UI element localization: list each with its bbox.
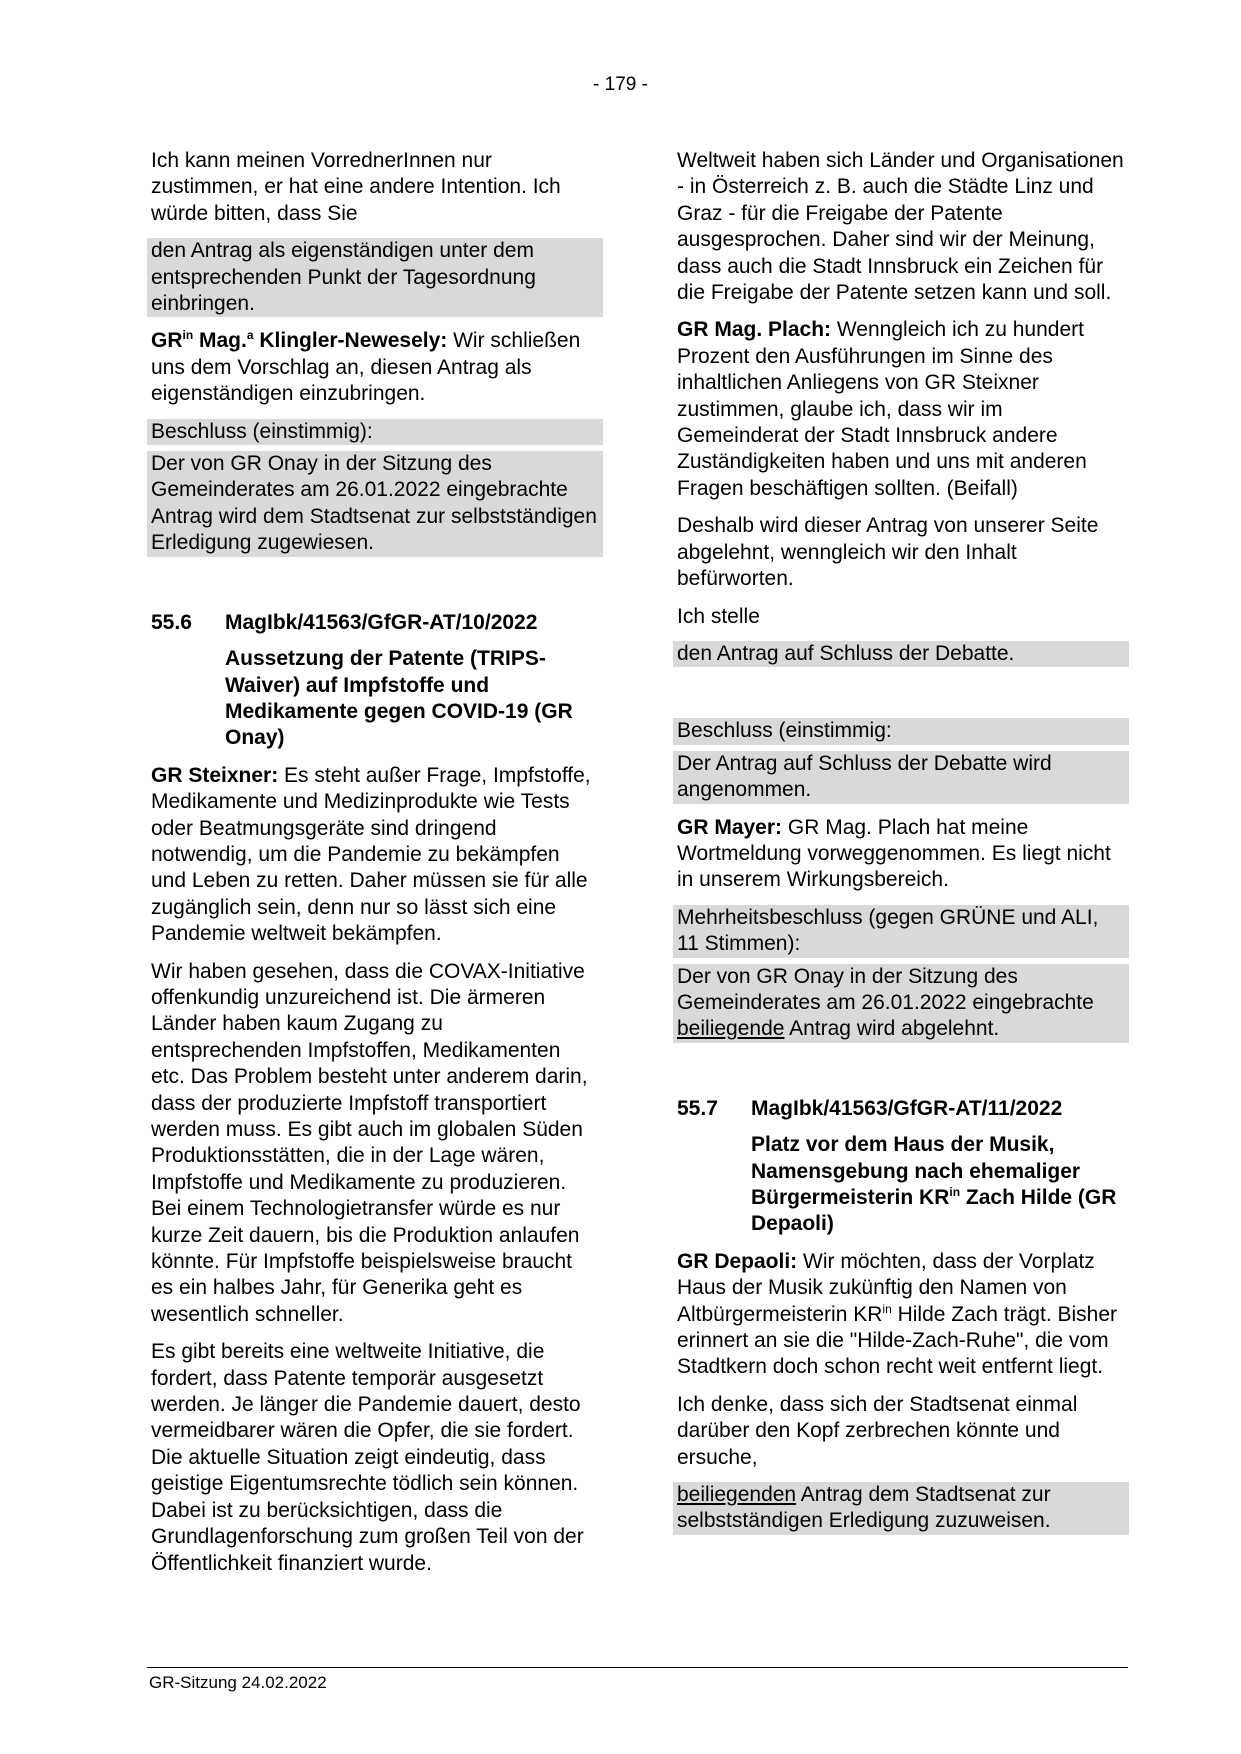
speaker-name: GR Mag. Plach: [677, 318, 832, 342]
speaker-name: GR Depaoli: [677, 1249, 798, 1273]
footer-text: GR-Sitzung 24.02.2022 [149, 1673, 327, 1692]
decision-text: Der von GR Onay in der Sitzung des Gemeinderates am 26.01.2022 eingebrachte beiliegende Antrag wird abgelehnt. [673, 964, 1129, 1043]
section-reference: MagIbk/41563/GfGR-AT/11/2022 [751, 1096, 1063, 1120]
paragraph: Ich denke, dass sich der Stadtsenat einmal darüber den Kopf zerbrechen könnte und ersuche, [677, 1392, 1078, 1469]
section-heading [673, 1096, 1129, 1122]
decision-label: Beschluss (einstimmig: [673, 718, 1129, 744]
paragraph: Deshalb wird dieser Antrag von unserer Seite abgelehnt, wenngleich wir den Inhalt befürworten. [677, 514, 1099, 591]
paragraph: Ich kann meinen VorrednerInnen nur zustimmen, er hat eine andere Intention. Ich würde bitten, dass Sie [151, 149, 561, 225]
speaker-name: $GR^{in}$ Mag.$^a$ Klingler-Newesely: [151, 328, 448, 353]
section-number: 55.7 [677, 1096, 718, 1120]
motion-text: den Antrag auf Schluss der Debatte. [673, 641, 1129, 667]
section-reference: MagIbk/41563/GfGR-AT/10/2022 [225, 610, 538, 634]
decision-text: Der von GR Onay in der Sitzung des Gemeinderates am 26.01.2022 eingebrachte Antrag wird dem Stadtsenat zur selbstständigen Erledigung zugewiesen. [147, 451, 603, 557]
speaker-name: GR Mayer: [677, 815, 783, 839]
section-number: 55.6 [151, 610, 192, 634]
section-title: Aussetzung der Patente (TRIPS-Waiver) auf Impfstoffe und Medikamente gegen COVID-19 (GR Onay) [225, 647, 573, 750]
decision-text: Der Antrag auf Schluss der Debatte wird angenommen. [673, 751, 1129, 804]
decision-label: Mehrheitsbeschluss (gegen GRÜNE und ALI, 11 Stimmen): [673, 905, 1129, 958]
speaker-paragraph: GR Mayer: GR Mag. Plach hat meine Wortmeldung vorweggenommen. Es liegt nicht in unserem Wirkungsbereich. [677, 815, 1111, 892]
speaker-paragraph: GR Mag. Plach: Wenngleich ich zu hundert Prozent den Ausführungen im Sinne des inhaltlichen Anliegens von GR Steixner zustimmen, glaube ich, dass wir im Gemeinderat der Stadt Innsbruck andere Zuständigkeiten haben und uns mit anderen Fragen beschäftigen sollten. (Beifall) [677, 318, 1087, 500]
motion-text: den Antrag als eigenständigen unter dem entsprechenden Punkt der Tagesordnung einbringen. [147, 238, 603, 317]
section-title: Platz vor dem Haus der Musik, Namensgebung nach ehemaliger Bürgermeisterin $KR^{in}$ Zach Hilde (GR Depaoli) [751, 1133, 1117, 1236]
decision-label: Beschluss (einstimmig): [147, 419, 603, 445]
footer-divider [147, 1667, 1128, 1668]
speaker-name: GR Steixner: [151, 763, 279, 787]
motion-text: beiliegenden Antrag dem Stadtsenat zur selbstständigen Erledigung zuzuweisen. [673, 1482, 1129, 1535]
paragraph: Es gibt bereits eine weltweite Initiative, die fordert, dass Patente temporär ausgesetzt werden. Je länger die Pandemie dauert, desto vermeidbarer wären die Opfer, die sie fordert. Die aktuelle Situation zeigt eindeutig, dass geistige Eigentumsrechte tödlich sein können. Dabei ist zu berücksichtigen, dass die Grundlagenforschung zum großen Teil von der Öffentlichkeit finanziert wurde. [151, 1340, 584, 1575]
left-column [147, 148, 603, 1588]
paragraph: Ich stelle [677, 604, 760, 628]
paragraph: Weltweit haben sich Länder und Organisationen - in Österreich z. B. auch die Städte Linz und Graz - für die Freigabe der Patente ausgesprochen. Daher sind wir der Meinung, dass auch die Stadt Innsbruck ein Zeichen für die Freigabe der Patente setzen kann und soll. [677, 149, 1124, 305]
page-number: - 179 - [593, 74, 648, 95]
speaker-paragraph: GR Depaoli: Wir möchten, dass der Vorplatz Haus der Musik zukünftig den Namen von Altbürgermeisterin $KR^{in}$ Hilde Zach trägt. Bisher erinnert an sie die "Hilde-Zach-Ruhe", die vom Stadtkern doch schon recht weit entfernt liegt. [677, 1249, 1118, 1379]
speaker-paragraph: $GR^{in}$ Mag.$^a$ Klingler-Newesely: Wir schließen uns dem Vorschlag an, diesen Antrag als eigenständigen einzubringen. [151, 328, 581, 406]
section-heading [147, 610, 603, 636]
right-column [673, 148, 1129, 1546]
speaker-paragraph: GR Steixner: Es steht außer Frage, Impfstoffe, Medikamente und Medizinprodukte wie Tests oder Beatmungsgeräte sind dringend notwendig, um die Pandemie zu bekämpfen und Leben zu retten. Daher müssen sie für alle zugänglich sein, denn nur so lässt sich eine Pandemie weltweit bekämpfen. [151, 763, 591, 946]
paragraph: Wir haben gesehen, dass die COVAX-Initiative offenkundig unzureichend ist. Die ärmeren Länder haben kaum Zugang zu entsprechenden Impfstoffen, Medikamenten etc. Das Problem besteht unter anderem darin, dass der produzierte Impfstoff transportiert werden muss. Es gibt auch im globalen Süden Produktionsstätten, die in der Lage wären, Impfstoffe und Medikamente zu produzieren. Bei einem Technologietransfer würde es nur kurze Zeit dauern, bis die Produktion anlaufen könnte. Für Impfstoffe beispielsweise braucht es ein halbes Jahr, für Generika geht es wesentlich schneller. [151, 959, 588, 1326]
